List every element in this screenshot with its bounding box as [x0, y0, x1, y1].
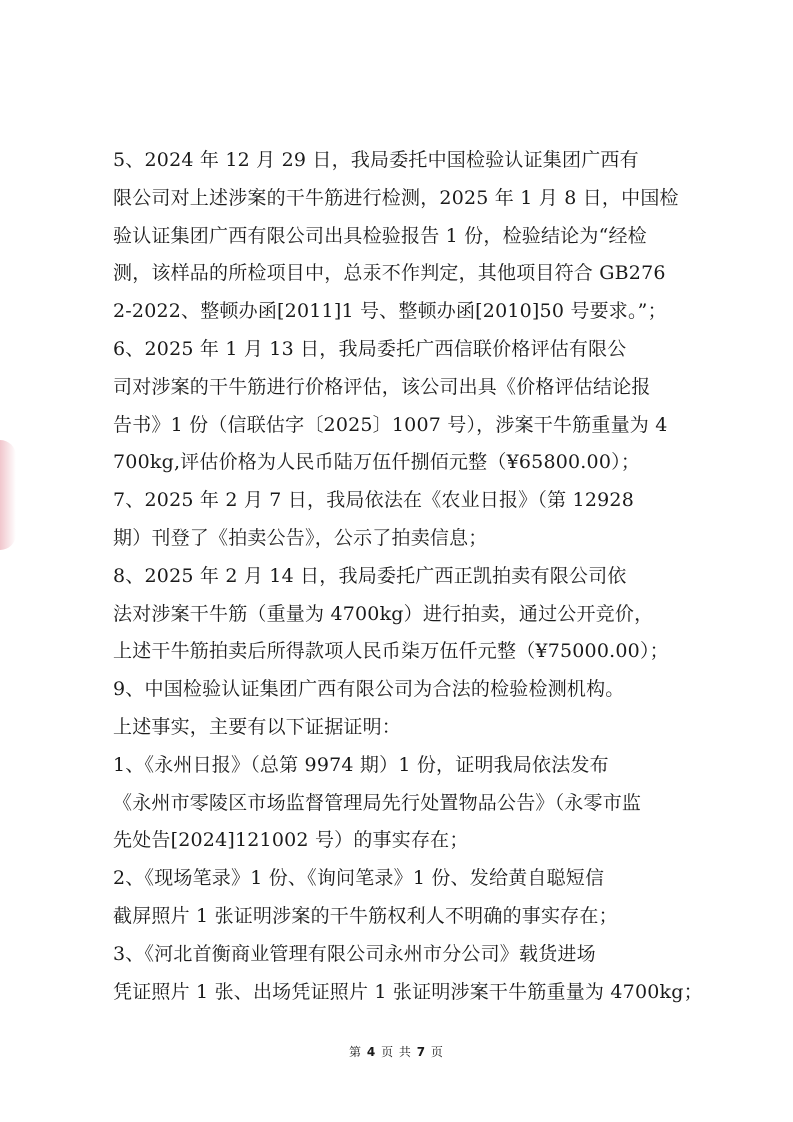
body-line: 2-2022、整顿办函[2011]1 号、整顿办函[2010]50 号要求。”； — [113, 300, 667, 323]
footer-suffix: 页 — [430, 1045, 444, 1059]
body-line: 上述事实，主要有以下证据证明： — [113, 715, 402, 738]
body-line: 《永州市零陵区市场监督管理局先行处置物品公告》（永零市监 — [113, 791, 642, 814]
body-line: 1、《永州日报》（总第 9974 期）1 份，证明我局依法发布 — [113, 753, 609, 776]
body-line: 先处告[2024]121002 号）的事实存在； — [113, 829, 469, 852]
body-line: 期）刊登了《拍卖公告》，公示了拍卖信息； — [113, 526, 488, 549]
total-page-count: 7 — [416, 1045, 427, 1059]
body-line: 告书》1 份（信联估字〔2025〕1007 号），涉案干牛筋重量为 4 — [113, 413, 668, 436]
page-footer — [0, 1043, 793, 1060]
body-line: 验认证集团广西有限公司出具检验报告 1 份，检验结论为“经检 — [113, 224, 647, 247]
body-line: 上述干牛筋拍卖后所得款项人民币柒万伍仟元整（¥75000.00）； — [113, 640, 669, 663]
body-line: 6、2025 年 1 月 13 日，我局委托广西信联价格评估有限公 — [113, 337, 627, 360]
body-line: 7、2025 年 2 月 7 日，我局依法在《农业日报》（第 12928 — [113, 489, 634, 512]
footer-prefix: 第 — [349, 1045, 363, 1059]
body-line: 9、中国检验认证集团广西有限公司为合法的检验检测机构。 — [113, 678, 625, 701]
body-line: 2、《现场笔录》1 份、《询问笔录》1 份、发给黄自聪短信 — [113, 867, 605, 890]
footer-middle: 页 共 — [381, 1045, 412, 1059]
current-page-number: 4 — [366, 1045, 377, 1059]
body-line: 700kg,评估价格为人民币陆万伍仟捌佰元整（¥65800.00）； — [113, 451, 641, 474]
document-body — [113, 142, 713, 1011]
body-line: 法对涉案干牛筋（重量为 4700kg）进行拍卖，通过公开竞价， — [113, 602, 654, 625]
body-line: 8、2025 年 2 月 14 日，我局委托广西正凯拍卖有限公司依 — [113, 564, 627, 587]
body-line: 3、《河北首衡商业管理有限公司永州市分公司》载货进场 — [113, 942, 596, 965]
body-line: 凭证照片 1 张、出场凭证照片 1 张证明涉案干牛筋重量为 4700kg； — [113, 980, 703, 1003]
body-line: 司对涉案的干牛筋进行价格评估，该公司出具《价格评估结论报 — [113, 375, 651, 398]
seal-edge-mark — [0, 440, 16, 550]
body-line: 5、2024 年 12 月 29 日，我局委托中国检验认证集团广西有 — [113, 149, 639, 171]
body-line: 截屏照片 1 张证明涉案的干牛筋权利人不明确的事实存在； — [113, 904, 618, 927]
body-line: 限公司对上述涉案的干牛筋进行检测，2025 年 1 月 8 日，中国检 — [113, 186, 679, 209]
body-line: 测，该样品的所检项目中，总汞不作判定，其他项目符合 GB276 — [113, 262, 666, 285]
